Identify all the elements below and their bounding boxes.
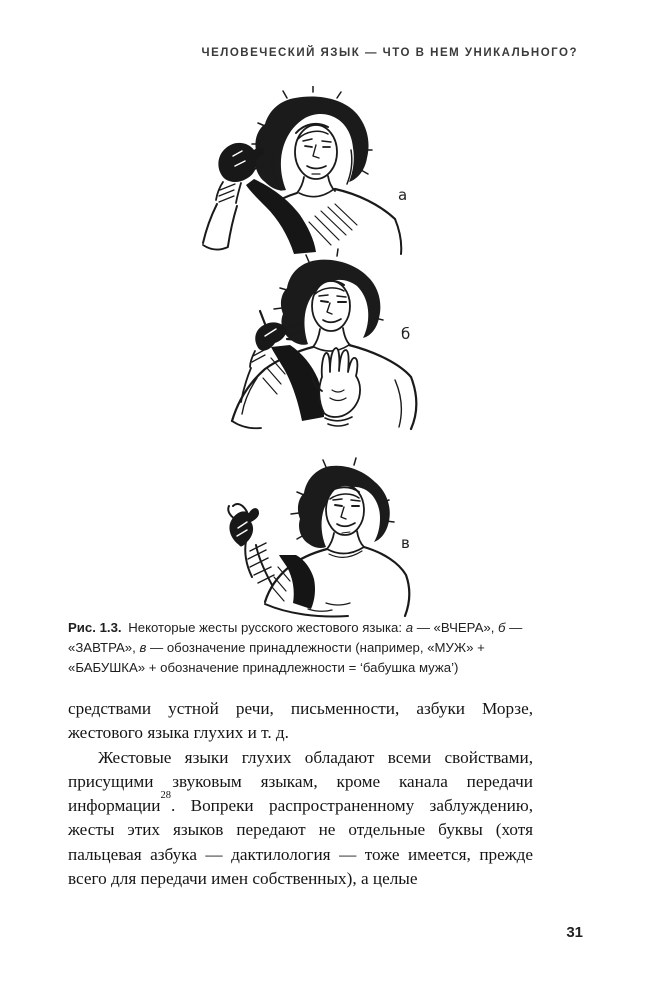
running-head: ЧЕЛОВЕЧЕСКИЙ ЯЗЫК — ЧТО В НЕМ УНИКАЛЬНОГО?	[201, 47, 578, 59]
illustration-b-gesture-tomorrow	[213, 248, 423, 432]
figure-caption	[68, 618, 550, 678]
figure-label-a: а	[398, 186, 408, 204]
paragraph-2-text-before-footnote: Жестовые языки глухих обладают всеми свойствами, присущими звуковым языкам, кроме канала передачи информации	[68, 747, 533, 816]
figure-caption-letter-a: а	[405, 620, 414, 635]
pinch-hand-shape	[229, 508, 259, 546]
face-shape	[295, 125, 337, 179]
body-text	[68, 697, 533, 891]
figure-caption-text-1: Некоторые жесты русского жестового языка:	[124, 620, 406, 635]
figure-caption-text-2: — «ВЧЕРА»,	[413, 620, 499, 635]
figure-caption-number: Рис. 1.3.	[68, 620, 122, 635]
figure-caption-letter-v: в	[139, 640, 147, 655]
paragraph-continued: средствами устной речи, письменности, азбуки Морзе, жестового языка глухих и т. д.	[68, 699, 533, 743]
figure-caption-letter-b: б	[498, 620, 506, 635]
figure-label-v: в	[401, 534, 410, 552]
page-number: 31	[566, 924, 583, 941]
illustration-a-gesture-yesterday	[195, 86, 410, 256]
figure-label-b: б	[401, 325, 411, 343]
figure-caption-text-4: — обозначение принадлежности (например, «МУЖ» + «БАБУШКА» + обозначение принадлежности = ‘бабушка мужа’)	[68, 640, 485, 675]
footnote-reference: 28	[160, 790, 171, 802]
chest-shadow	[271, 345, 324, 421]
paragraph-2-text-after-footnote: . Вопреки распространенному заблуждению, жесты этих языков передают не отдельные буквы (хотя пальцевая азбука — дактилология — тоже имеется, прежде всего для передачи имен собственных), а целые	[68, 796, 533, 889]
illustration-v-gesture-possession	[208, 455, 413, 618]
figure-caption-text-3: — «ЗАВТРА»,	[68, 620, 523, 655]
paragraph-sign-languages	[68, 746, 533, 892]
